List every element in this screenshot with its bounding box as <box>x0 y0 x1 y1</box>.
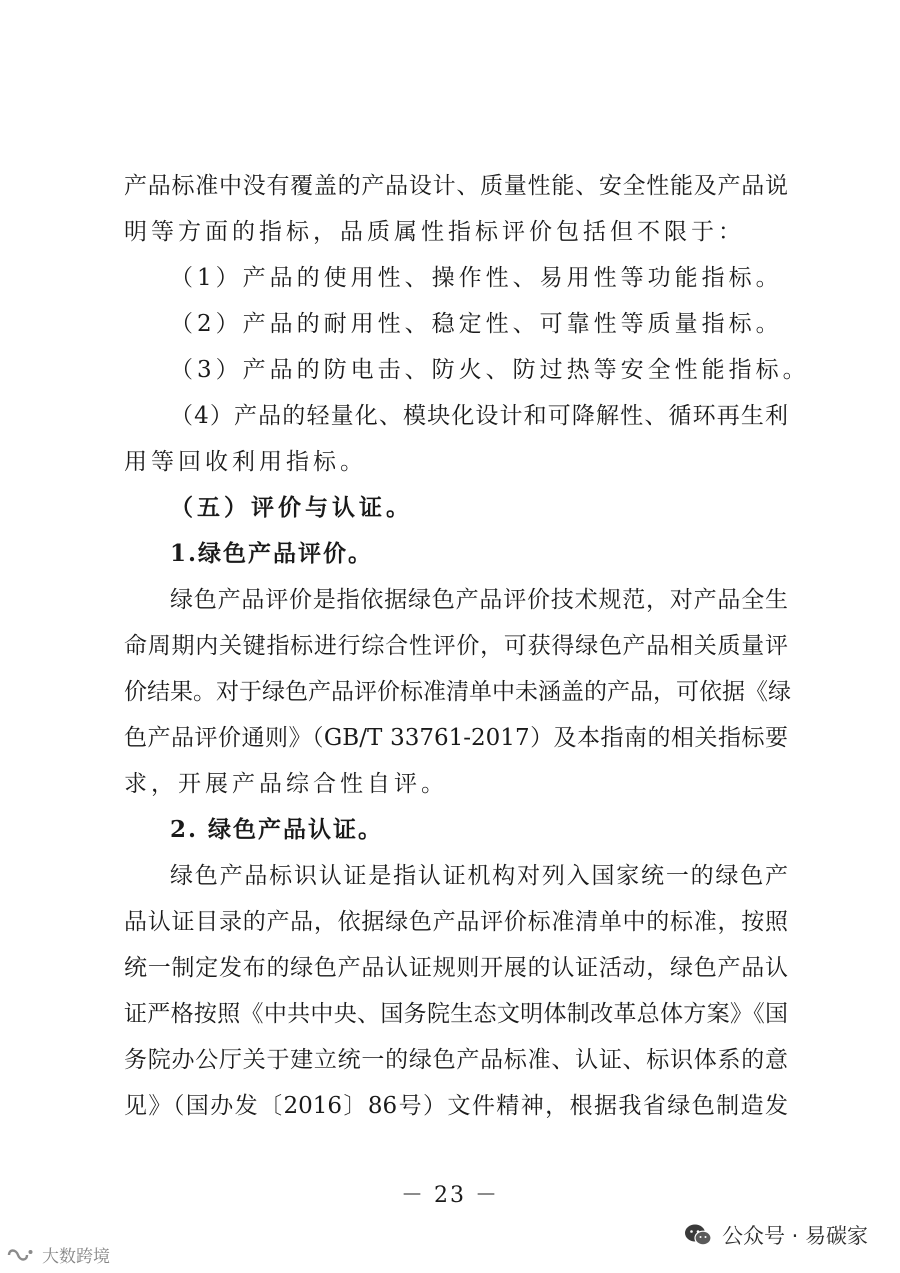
text-line-11: 证严格按照《中共中央、国务院生态文明体制改革总体方案》《国 <box>124 1001 788 1027</box>
list-item-4-cont: 用等回收利用指标。 <box>124 449 367 475</box>
brand-watermark-text: 大数跨境 <box>42 1247 110 1267</box>
list-item-4: （4）产品的轻量化、模块化设计和可降解性、循环再生利 <box>170 403 788 429</box>
list-item-3: （3）产品的防电击、防火、防过热等安全性能指标。 <box>170 357 810 383</box>
wechat-watermark <box>684 1220 868 1250</box>
brand-watermark <box>6 1242 110 1267</box>
list-item-1: （1）产品的使用性、操作性、易用性等功能指标。 <box>170 265 783 291</box>
text-line-13: 见》（国办发〔2016〕86号）文件精神，根据我省绿色制造发 <box>124 1093 788 1119</box>
section-heading: （五）评价与认证。 <box>170 494 413 521</box>
list-item-2: （2）产品的耐用性、稳定性、可靠性等质量指标。 <box>170 311 783 337</box>
text-line-12: 务院办公厅关于建立统一的绿色产品标准、认证、标识体系的意 <box>124 1047 788 1073</box>
text-line-10: 统一制定发布的绿色产品认证规则开展的认证活动，绿色产品认 <box>124 955 788 981</box>
text-line-2: 明等方面的指标，品质属性指标评价包括但不限于： <box>124 219 745 245</box>
wechat-watermark-text: 公众号 · 易碳家 <box>721 1224 868 1248</box>
text-line-6: 色产品评价通则》（GB/T 33761-2017）及本指南的相关指标要 <box>124 725 788 751</box>
text-line-3: 绿色产品评价是指依据绿色产品评价技术规范，对产品全生 <box>170 587 788 613</box>
text-line-9: 品认证目录的产品，依据绿色产品评价标准清单中的标准，按照 <box>124 909 788 935</box>
subsection-heading-1: 1.绿色产品评价。 <box>170 540 374 567</box>
text-line-5: 价结果。对于绿色产品评价标准清单中未涵盖的产品，可依据《绿 <box>124 679 791 705</box>
text-line-8: 绿色产品标识认证是指认证机构对列入国家统一的绿色产 <box>170 863 788 889</box>
wechat-icon <box>684 1223 712 1247</box>
page-number: － 23 － <box>401 1183 499 1208</box>
subsection-heading-2: 2. 绿色产品认证。 <box>170 816 384 843</box>
text-line-7: 求，开展产品综合性自评。 <box>124 771 448 797</box>
text-line-4: 命周期内关键指标进行综合性评价，可获得绿色产品相关质量评 <box>124 633 788 659</box>
brand-logo-icon <box>6 1246 34 1264</box>
text-line-1: 产品标准中没有覆盖的产品设计、质量性能、安全性能及产品说 <box>124 173 788 199</box>
